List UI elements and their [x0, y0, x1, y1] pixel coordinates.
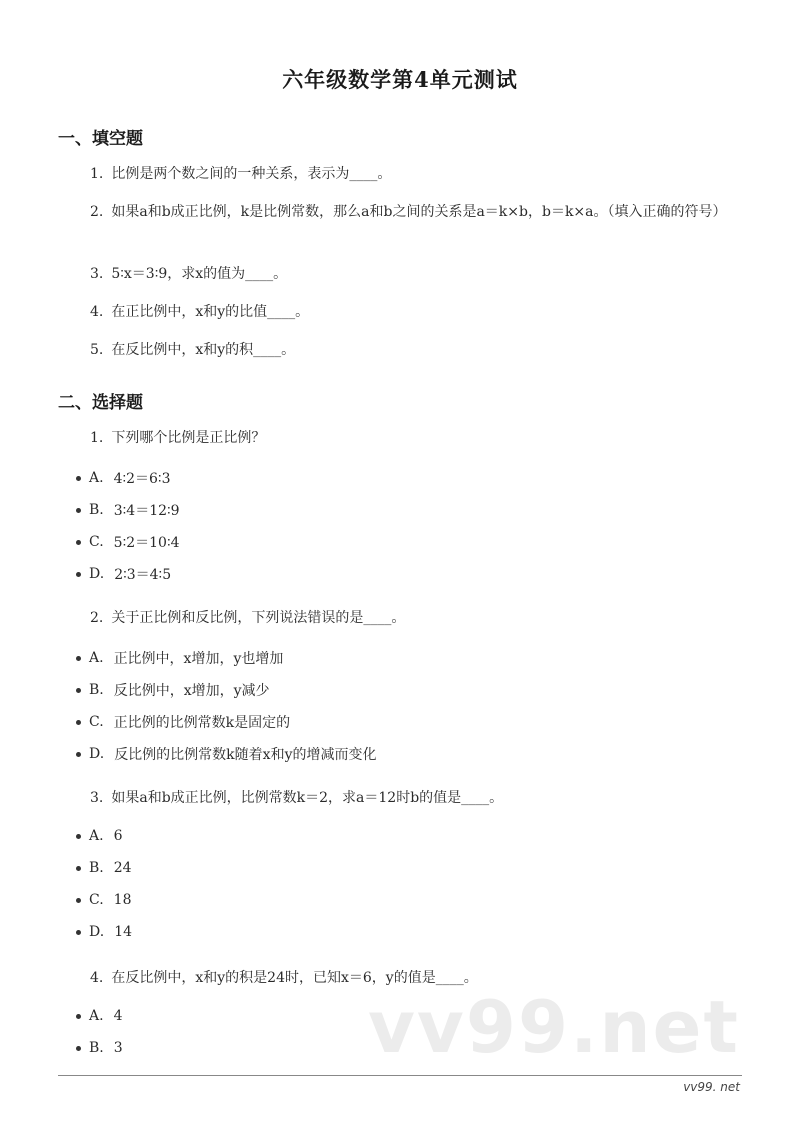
question-text: 关于正比例和反比例，下列说法错误的是____。	[111, 610, 406, 626]
option-letter: D.	[89, 746, 105, 762]
bullet-icon	[76, 476, 81, 481]
option-item	[76, 468, 170, 488]
section-fill-in-title: 一、填空题	[58, 129, 143, 149]
bullet-icon	[76, 866, 81, 871]
option-letter: A.	[89, 650, 104, 666]
option-text: 24	[113, 860, 132, 876]
question-number: 2.	[90, 610, 104, 626]
option-text: 14	[114, 924, 133, 940]
option-item	[76, 500, 180, 520]
bullet-icon	[76, 930, 81, 935]
bullet-icon	[76, 572, 81, 577]
option-letter: B.	[89, 682, 104, 698]
bullet-icon	[76, 720, 81, 725]
bullet-icon	[76, 1014, 81, 1019]
option-text: 正比例中，x增加，y也增加	[113, 651, 284, 667]
bullet-icon	[76, 834, 81, 839]
option-letter: B.	[89, 1040, 104, 1056]
option-item	[76, 712, 290, 732]
option-letter: A.	[89, 828, 104, 844]
option-letter: B.	[89, 502, 104, 518]
option-item	[76, 1008, 122, 1024]
fill-question-1	[90, 162, 391, 186]
question-text: 如果a和b成正比例，k是比例常数，那么a和b之间的关系是a＝k×b，b＝k×a。（填入正确的符号）	[111, 204, 727, 220]
question-text: 如果a和b成正比例，比例常数k＝2，求a＝12时b的值是____。	[111, 790, 504, 806]
option-letter: C.	[89, 534, 104, 550]
option-item	[76, 892, 132, 908]
option-item	[76, 924, 132, 940]
option-letter: C.	[89, 892, 104, 908]
option-letter: C.	[89, 714, 104, 730]
bullet-icon	[76, 752, 81, 757]
option-item	[76, 1040, 123, 1056]
fill-question-3	[90, 262, 287, 286]
option-letter: D.	[89, 924, 105, 940]
footer-site-label: vv99. net	[683, 1080, 740, 1094]
question-number: 1.	[90, 430, 104, 446]
option-text: 反比例中，x增加，y减少	[113, 683, 270, 699]
fill-question-5	[90, 338, 295, 362]
choice-question-2	[90, 606, 405, 630]
question-text: 在反比例中，x和y的积____。	[111, 342, 296, 358]
option-text: 6	[113, 828, 123, 844]
option-text: 4	[113, 1008, 123, 1024]
bullet-icon	[76, 656, 81, 661]
question-text: 下列哪个比例是正比例？	[111, 430, 266, 446]
question-number: 3.	[90, 790, 104, 806]
bullet-icon	[76, 540, 81, 545]
footer-divider	[58, 1075, 742, 1076]
question-number: 2.	[90, 204, 104, 220]
bullet-icon	[76, 898, 81, 903]
option-letter: A.	[89, 470, 104, 486]
option-item	[76, 860, 132, 876]
option-item	[76, 532, 180, 552]
question-text: 比例是两个数之间的一种关系，表示为____。	[111, 166, 392, 182]
question-number: 4.	[90, 304, 104, 320]
option-text: 3	[113, 1040, 123, 1056]
question-number: 5.	[90, 342, 104, 358]
option-text: 3∶4＝12∶9	[113, 503, 180, 519]
option-letter: D.	[89, 566, 105, 582]
option-text: 5∶2＝10∶4	[113, 535, 180, 551]
fill-question-4	[90, 300, 309, 324]
fill-question-2	[58, 200, 748, 224]
question-number: 4.	[90, 970, 104, 986]
option-letter: A.	[89, 1008, 104, 1024]
bullet-icon	[76, 508, 81, 513]
question-text: 5∶x＝3∶9，求x的值为____。	[111, 266, 288, 282]
question-text: 在正比例中，x和y的比值____。	[111, 304, 310, 320]
question-text: 在反比例中，x和y的积是24时，已知x＝6，y的值是____。	[111, 970, 478, 986]
bullet-icon	[76, 688, 81, 693]
section-choice-title: 二、选择题	[58, 393, 143, 413]
option-text: 反比例的比例常数k随着x和y的增减而变化	[114, 747, 377, 763]
option-item	[76, 744, 376, 764]
option-text: 4∶2＝6∶3	[113, 471, 171, 487]
option-item	[76, 680, 270, 700]
option-item	[76, 828, 122, 844]
choice-question-1	[90, 426, 265, 450]
watermark-text: vv99.net	[368, 985, 740, 1069]
bullet-icon	[76, 1046, 81, 1051]
option-text: 正比例的比例常数k是固定的	[113, 715, 291, 731]
question-number: 1.	[90, 166, 104, 182]
option-item	[76, 648, 283, 668]
question-number: 3.	[90, 266, 104, 282]
document-title: 六年级数学第4单元测试	[282, 67, 518, 92]
choice-question-3	[90, 786, 503, 810]
option-text: 18	[113, 892, 132, 908]
option-letter: B.	[89, 860, 104, 876]
option-item	[76, 564, 171, 584]
option-text: 2∶3＝4∶5	[114, 567, 172, 583]
